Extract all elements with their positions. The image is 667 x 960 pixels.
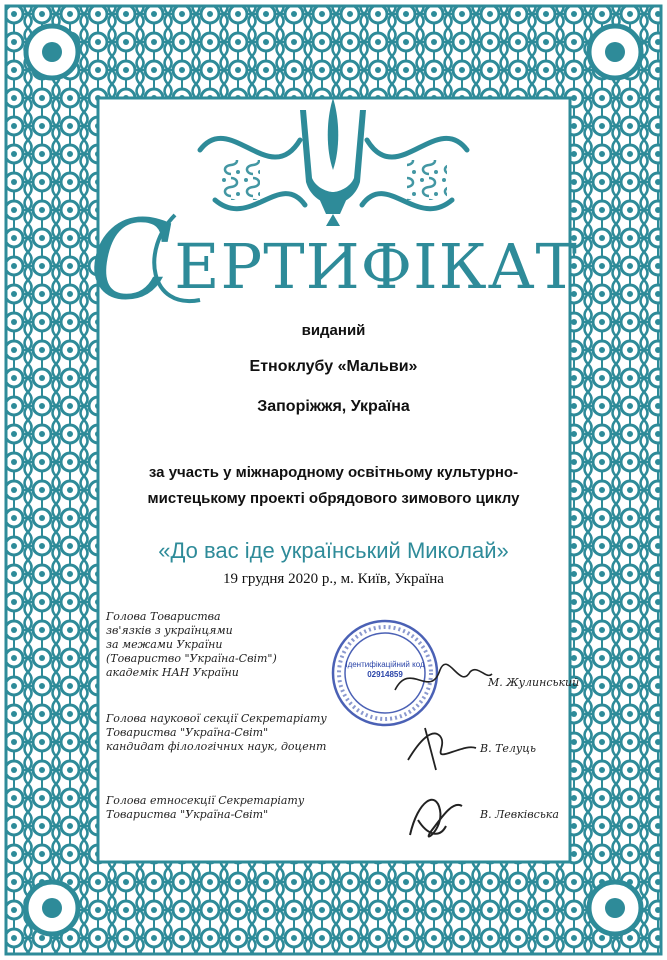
signer-2-line-1: Голова наукової секції Секретаріату — [106, 712, 327, 725]
signer-1-line-5: академік НАН України — [106, 666, 239, 679]
signer-3-name: В. Левківська — [480, 808, 559, 821]
signer-3-line-2: Товариства "Україна-Світ" — [106, 808, 269, 821]
purpose-line-2: мистецькому проекті обрядового зимового циклу — [147, 490, 520, 507]
signer-2-name: В. Телуць — [480, 742, 536, 755]
project-name: «До вас іде український Миколай» — [158, 538, 509, 563]
signer-1-name: М. Жулинський — [488, 676, 580, 689]
signer-1-line-4: (Товариство "Україна-Світ") — [106, 652, 277, 665]
title-initial-letter: С — [89, 196, 175, 324]
recipient-city: Запоріжжя, Україна — [257, 398, 410, 415]
title-rest: ЕРТИФІКАТ — [174, 230, 578, 303]
issue-date: 19 грудня 2020 р., м. Київ, Україна — [223, 571, 444, 587]
signature-mark-3 — [410, 800, 462, 837]
seal-label: Ідентифікаційний код — [345, 660, 425, 669]
signature-mark-2 — [408, 728, 476, 770]
signer-1-line-3: за межами України — [106, 638, 223, 651]
signature-mark-1 — [395, 664, 492, 690]
signer-1-line-1: Голова Товариства — [106, 610, 221, 623]
seal-code: 02914859 — [367, 670, 403, 679]
signer-2-line-2: Товариства "Україна-Світ" — [106, 726, 269, 739]
recipient-name: Етноклубу «Мальви» — [249, 358, 418, 375]
issued-label: виданий — [301, 322, 366, 339]
signer-2-line-3: кандидат філологічних наук, доцент — [106, 740, 327, 753]
signer-1-line-2: зв'язків з українцями — [106, 624, 233, 637]
purpose-line-1: за участь у міжнародному освітньому культурно- — [148, 464, 519, 481]
signer-3-line-1: Голова етносекції Секретаріату — [106, 794, 305, 807]
